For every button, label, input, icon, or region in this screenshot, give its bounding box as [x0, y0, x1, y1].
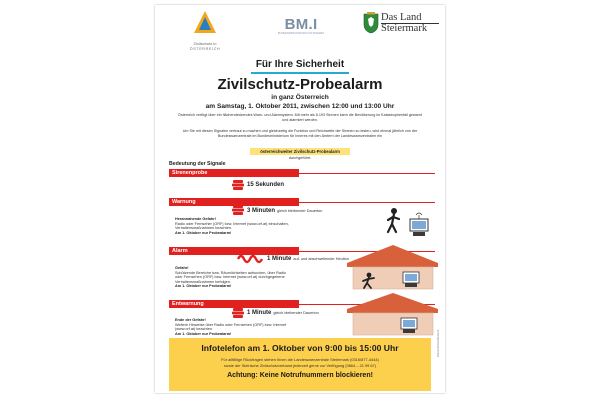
- signal-duration-warnung: [247, 208, 322, 215]
- siren-icon: [231, 178, 245, 192]
- intro-highlight: österreichweiter Zivilschutz-Probealarm: [250, 148, 350, 155]
- intro-paragraph-2: Um Sie mit diesen Signalen vertraut zu machen und gleichzeitig die Funktion und Reichweite der Sirenen zu testen, wird einmal jährlich von der Bundeswarnzentrale im Bundesministerium für Inneres mit den Ämtern der Landeswarnzentralen ein: [182, 129, 418, 138]
- signal-duration-description: auf- und abschwellender Heulton: [293, 257, 349, 261]
- infotelefon-line-1: Für allfällige Rückfragen stehen Ihnen die Landeswarnzentrale Steiermark (0316/877-4444): [221, 357, 379, 362]
- steiermark-coat-of-arms-icon: [363, 12, 379, 34]
- signal-text-body: Weitere Hinweise über Radio oder Fernsehen (ORF) bzw. Internet (www.orf.at) beachten.: [175, 322, 287, 331]
- signal-bar-sirenenprobe: Sirenenprobe: [169, 169, 299, 177]
- title-underline: [251, 72, 349, 74]
- intro-paragraph-1: Österreich verfügt über ein flächendeckendes Warn- und Alarmsystem. Mit mehr als 8.193 Sirenen kann die Bevölkerung im Katastrophenfall gewarnt und alarmiert werden.: [178, 113, 422, 122]
- signal-text-foot: Am 1. Oktober nur Probealarm!: [175, 284, 232, 288]
- signals-heading: Bedeutung der Signale: [169, 161, 226, 167]
- signal-duration-description: gleich bleibender Dauerton: [277, 209, 323, 213]
- siren-icon: [231, 203, 245, 217]
- land-steiermark-logo: [359, 10, 441, 50]
- signal-rule-sirenenprobe: [295, 173, 435, 174]
- page-title: Zivilschutz-Probealarm: [217, 76, 383, 93]
- signal-duration-sirenenprobe: [247, 182, 284, 189]
- infotelefon-box: [169, 338, 431, 391]
- bmi-logo: [263, 17, 339, 35]
- title-subtitle-region: in ganz Österreich: [271, 94, 329, 101]
- person-walking-to-tv-illustration: [380, 205, 435, 240]
- house-all-clear-illustration: [345, 291, 440, 337]
- infotelefon-line-2: sowie der Steirische Zivilschutzverband jederzeit gerne zur Verfügung (0664 – 21 99 67): [223, 363, 377, 368]
- bmi-logo-sub: BUNDESMINISTERIUM FÜR INNERES: [277, 32, 325, 35]
- signal-text-foot: Am 1. Oktober nur Probealarm!: [175, 331, 232, 336]
- signal-bar-alarm: Alarm: [169, 247, 299, 255]
- signal-duration-entwarnung: [247, 310, 319, 317]
- poster: [155, 5, 445, 393]
- side-credit-note: APA-AUFTRAGSGRAFIK: [437, 329, 440, 357]
- signal-duration-value: 3 Minuten: [247, 208, 275, 214]
- signal-text-body: Radio oder Fernseher (ORF) bzw. Internet (www.orf.at) einschalten, Verhaltensmaßnahmen beachten.: [175, 221, 289, 230]
- signal-text-entwarnung: [175, 318, 290, 336]
- signal-bar-entwarnung: Entwarnung: [169, 300, 299, 308]
- title-subtitle-date: am Samstag, 1. Oktober 2011, zwischen 12:00 und 13:00 Uhr: [205, 103, 395, 110]
- signal-text-head: Herannahende Gefahr!: [175, 217, 216, 221]
- zivilschutz-triangle-icon: [192, 9, 218, 35]
- signal-duration-description: gleich bleibender Dauerton: [273, 311, 319, 315]
- signal-bar-warnung: Warnung: [169, 198, 299, 206]
- zivilschutz-logo: [169, 9, 241, 61]
- signal-text-foot: Am 1. Oktober nur Probealarm!: [175, 230, 232, 235]
- signal-duration-value: 1 Minute: [247, 310, 272, 316]
- signal-text-head: Ende der Gefahr!: [175, 318, 206, 322]
- signal-duration-alarm: [267, 256, 349, 263]
- signal-text-alarm: [175, 266, 290, 289]
- infotelefon-title: Infotelefon am 1. Oktober von 9:00 bis 15:00 Uhr: [201, 343, 399, 353]
- title-kicker: Für Ihre Sicherheit: [255, 59, 345, 70]
- intro-paragraph-3: durchgeführt.: [288, 156, 312, 160]
- land-logo-line1: Das Land: [381, 12, 422, 23]
- infotelefon-warning: Achtung: Keine Notrufnummern blockieren!: [227, 372, 373, 379]
- signal-duration-value: 15 Sekunden: [247, 182, 285, 188]
- bmi-logo-text: BM.I: [284, 16, 318, 33]
- zivilschutz-logo-name: Zivilschutz in: [193, 41, 217, 46]
- zivilschutz-logo-sub: ÖSTERREICH: [189, 46, 221, 51]
- signal-duration-value: 1 Minute: [267, 256, 292, 262]
- signal-text-warnung: [175, 217, 290, 235]
- signal-text-body: Schützende Bereiche bzw. Räumlichkeiten aufsuchen, über Radio oder Fernsehen (ORF) bzw. Internet (www.orf.at) durchgegebene Verhaltensmaßnahmen befolgen.: [175, 270, 287, 284]
- wave-signal-icon: [237, 252, 265, 266]
- signal-rule-warnung: [295, 202, 435, 203]
- signal-text-head: Gefahr!: [175, 266, 189, 270]
- land-logo-line2: Steiermark: [381, 23, 428, 34]
- house-alarm-illustration: [345, 243, 440, 291]
